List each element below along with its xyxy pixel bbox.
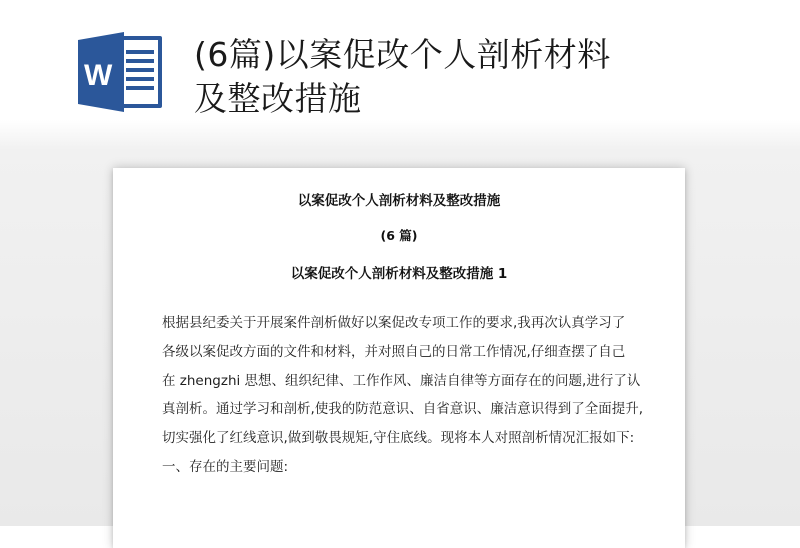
- section-title: 以案促改个人剖析材料及整改措施 1: [290, 266, 508, 282]
- page-header: [0, 0, 800, 140]
- page-title: [194, 33, 774, 121]
- body-line: 在 zhengzhi 思想、组织纪律、工作作风、廉洁自律等方面存在的问题,进行了认: [162, 372, 641, 389]
- body-line: 各级以案促改方面的文件和材料，并对照自己的日常工作情况,仔细查摆了自己: [162, 343, 626, 360]
- body-line: 真剖析。通过学习和剖析,使我的防范意识、自省意识、廉洁意识得到了全面提升,: [162, 401, 644, 418]
- page-title-line-2: 及整改措施: [194, 79, 362, 118]
- body-line: 一、存在的主要问题:: [162, 458, 289, 475]
- document-title: 以案促改个人剖析材料及整改措施: [297, 193, 501, 209]
- page-title-line-1: (6篇)以案促改个人剖析材料: [194, 35, 611, 74]
- body-line: 切实强化了红线意识,做到敬畏规矩,守住底线。现将本人对照剖析情况汇报如下:: [162, 430, 635, 447]
- document-body: [162, 309, 652, 482]
- document-subtitle: (6 篇): [380, 228, 418, 243]
- svg-text:W: W: [84, 59, 113, 92]
- word-document-icon: [78, 30, 164, 114]
- body-line: 根据县纪委关于开展案件剖析做好以案促改专项工作的要求,我再次认真学习了: [162, 315, 626, 331]
- document-preview: [113, 168, 685, 548]
